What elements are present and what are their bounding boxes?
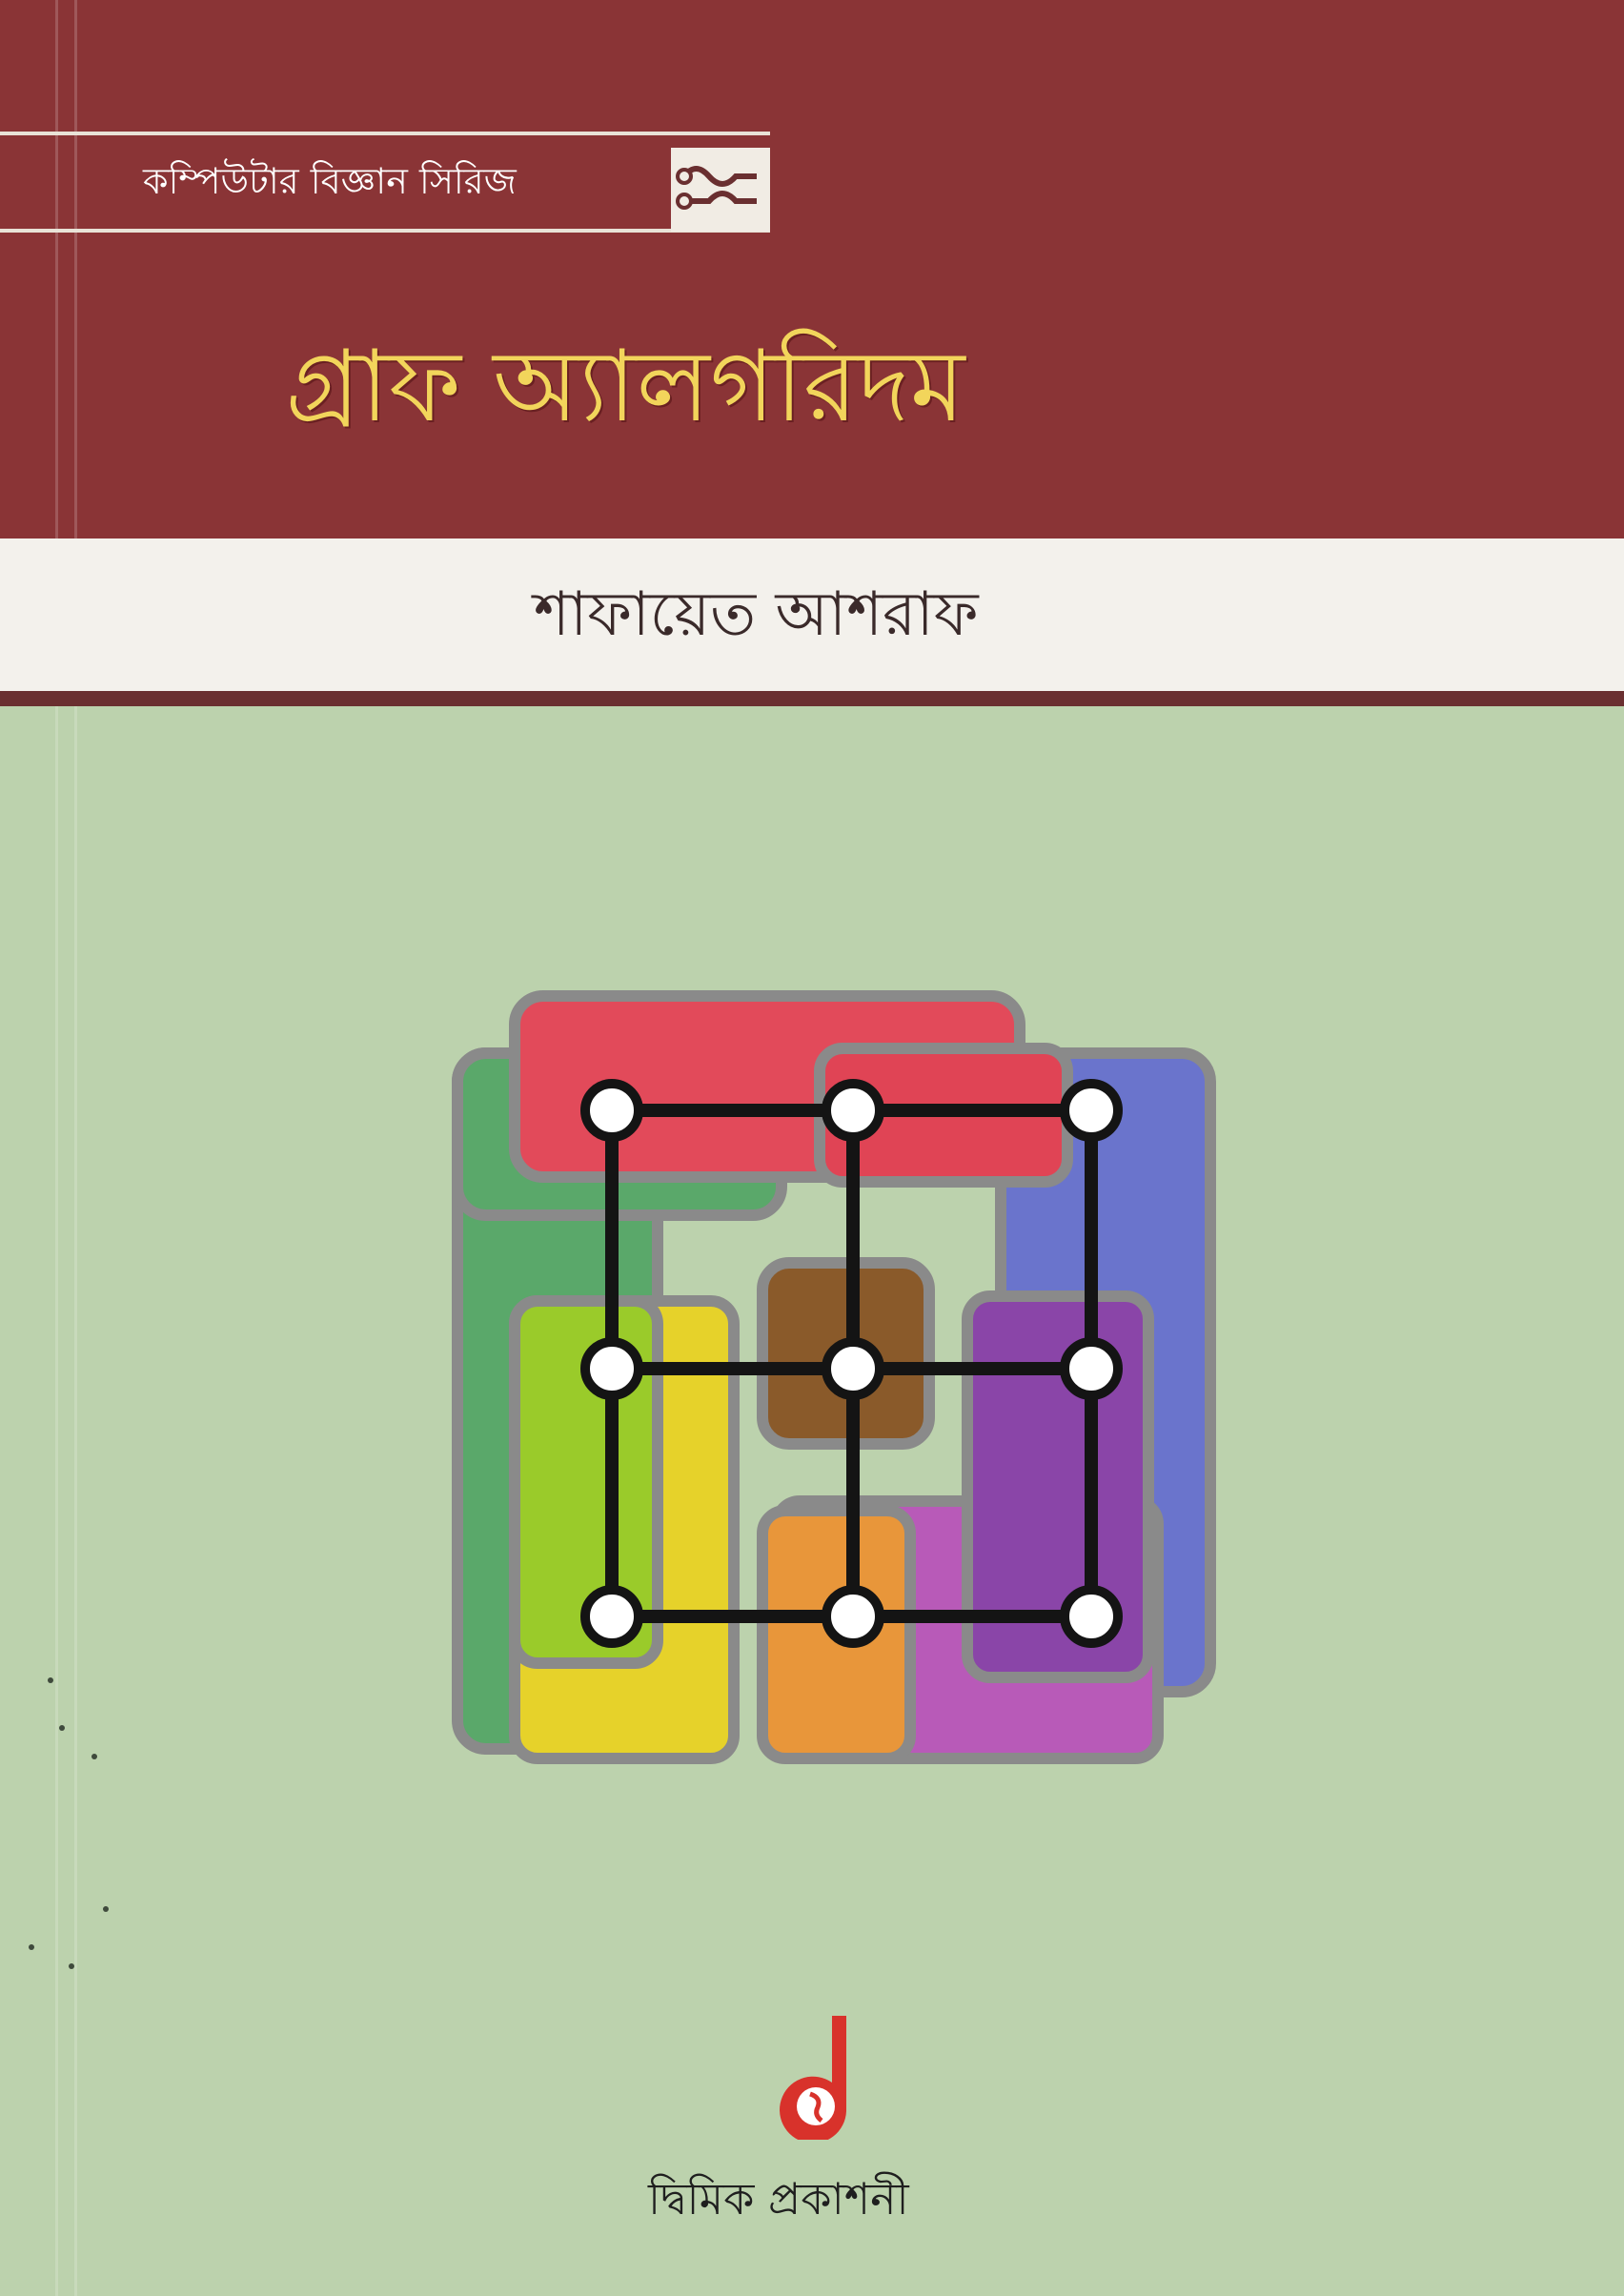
- graph-node: [1065, 1590, 1118, 1643]
- graph-node: [826, 1590, 880, 1643]
- series-label: কম্পিউটার বিজ্ঞান সিরিজ: [143, 160, 517, 202]
- wear-speck: [69, 1963, 74, 1969]
- graph-node: [585, 1084, 639, 1137]
- spine-crease: [74, 0, 77, 2296]
- wear-speck: [29, 1944, 34, 1950]
- book-title: গ্রাফ অ্যালগরিদম: [286, 328, 965, 444]
- series-graph-icon: [671, 148, 770, 232]
- graph-node: [585, 1590, 639, 1643]
- graph-node: [1065, 1084, 1118, 1137]
- graph-node: [826, 1084, 880, 1137]
- publisher-logo-icon: [780, 2016, 865, 2140]
- wear-speck: [59, 1725, 65, 1731]
- graph-node: [826, 1342, 880, 1395]
- spine-crease: [55, 0, 58, 2296]
- wear-speck: [103, 1906, 109, 1912]
- graph-node: [585, 1342, 639, 1395]
- wear-speck: [91, 1754, 97, 1759]
- publisher-name: দ্বিমিক প্রকাশনী: [648, 2173, 909, 2225]
- graph-node: [1065, 1342, 1118, 1395]
- author-name: শাফায়েত আশরাফ: [534, 579, 979, 650]
- graph-grid-illustration: [438, 963, 1239, 1792]
- wear-speck: [48, 1677, 53, 1683]
- divider: [0, 691, 1624, 706]
